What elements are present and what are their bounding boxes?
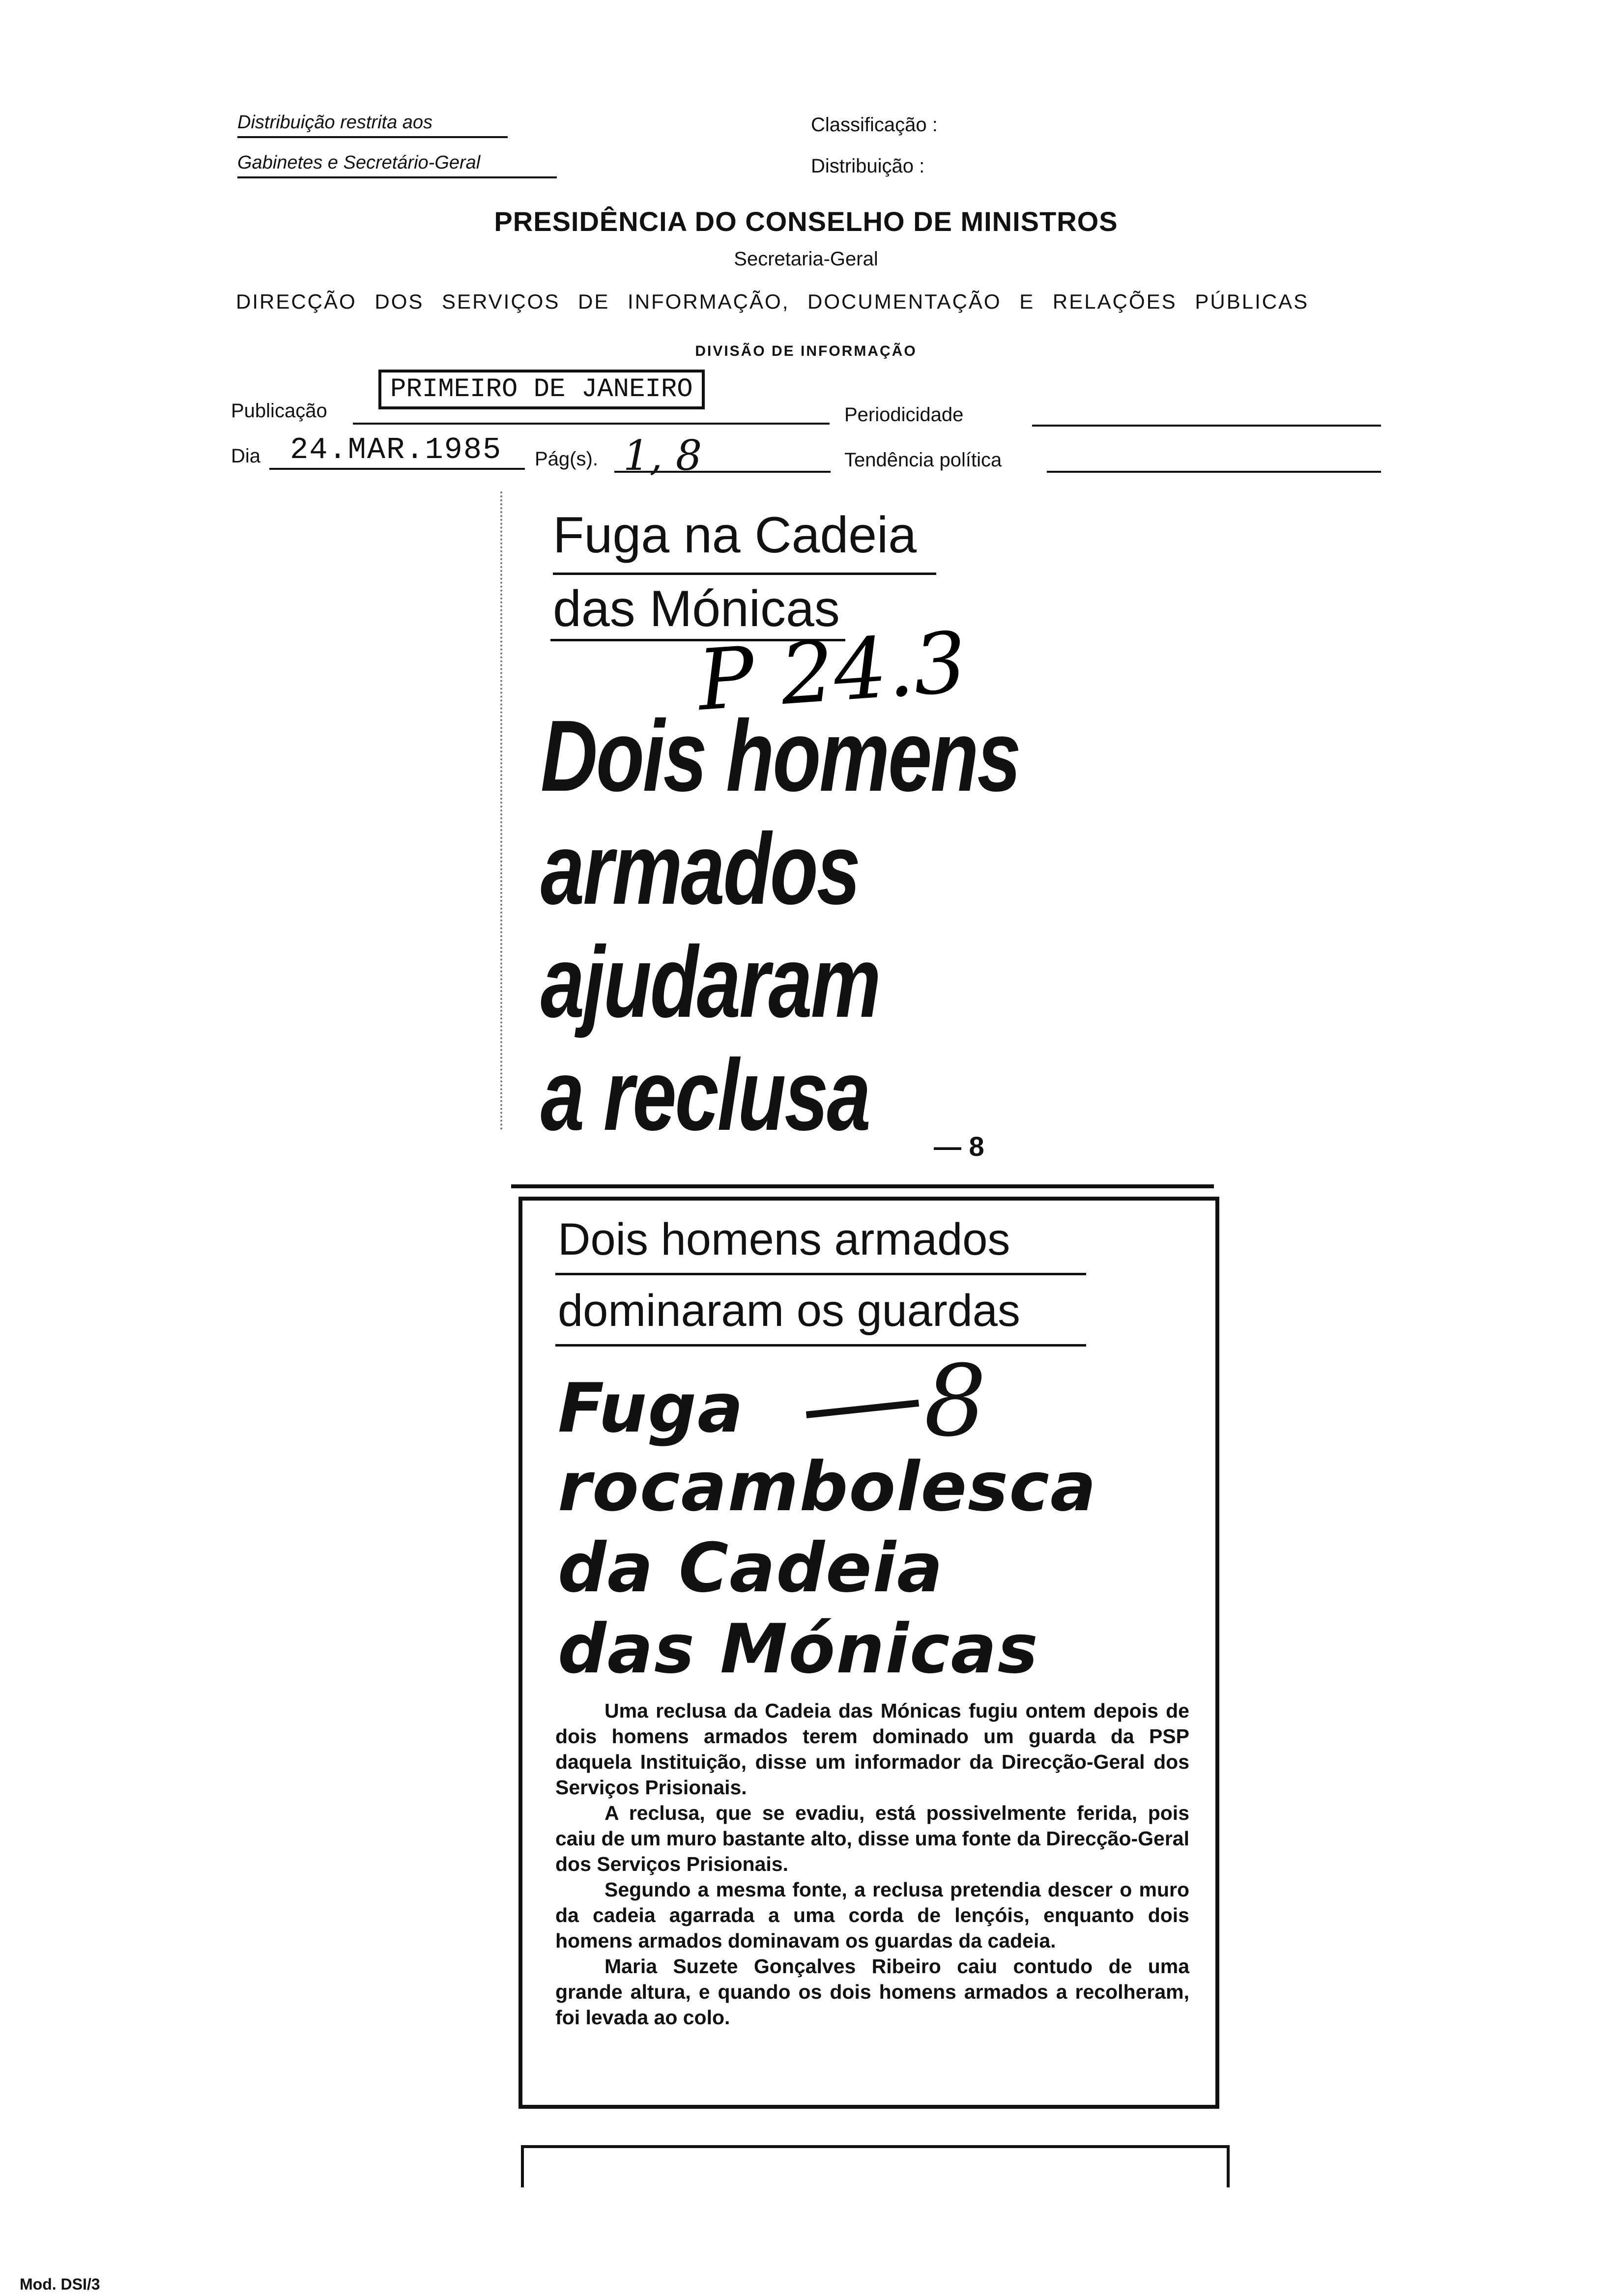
- publicacao-stamp: PRIMEIRO DE JANEIRO: [378, 370, 705, 409]
- periodicidade-label: Periodicidade: [844, 404, 964, 426]
- dia-line: [269, 468, 525, 470]
- clip2-top-rule: [511, 1184, 1214, 1188]
- subhead-rule-1: [555, 1273, 1086, 1275]
- front-headline-line2: armados: [541, 812, 859, 925]
- inner-subhead-line1: Dois homens armados: [558, 1214, 1010, 1264]
- front-kicker-line1: Fuga na Cadeia: [553, 507, 917, 564]
- front-headline-line1: Dois homens: [541, 699, 1020, 812]
- periodicidade-line: [1032, 425, 1381, 427]
- inner-headline-line4: das Mónicas: [558, 1609, 1039, 1689]
- front-page-ref: — 8: [934, 1131, 984, 1162]
- front-kicker-line2: das Mónicas: [553, 580, 840, 637]
- distribuicao-label: Distribuição :: [811, 155, 925, 177]
- inner-subhead-line2: dominaram os guardas: [558, 1286, 1020, 1336]
- classificacao-label: Classificação :: [811, 114, 938, 136]
- inner-handwritten-page: 8: [924, 1344, 987, 1459]
- front-headline-line4: a reclusa: [541, 1038, 869, 1151]
- tendencia-label: Tendência política: [844, 449, 1002, 471]
- dia-label: Dia: [231, 445, 261, 467]
- dia-stamp: 24.MAR.1985: [290, 432, 502, 467]
- article-paragraph-4: Maria Suzete Gonçalves Ribeiro caiu contudo de uma grande altura, e quando os dois homens armados a recolheram, foi levada ao colo.: [555, 1955, 1189, 2029]
- restricted-distribution-line1: Distribuição restrita aos: [237, 112, 508, 138]
- article-body: [555, 1698, 1189, 2030]
- publicacao-label: Publicação: [231, 400, 327, 422]
- article-paragraph-3: Segundo a mesma fonte, a reclusa pretendia descer o muro da cadeia agarrada a uma corda de lençóis, enquanto dois homens armados dominavam os guardas da cadeia.: [555, 1878, 1189, 1952]
- front-handwritten-note: P 24.3: [694, 614, 970, 730]
- cut-edge-marks: [500, 491, 505, 1130]
- publicacao-line: [353, 423, 830, 425]
- front-headline-line3: ajudaram: [541, 925, 880, 1038]
- pags-label: Pág(s).: [535, 448, 598, 470]
- tendencia-line: [1047, 471, 1381, 473]
- pags-handwritten: 1, 8: [623, 431, 702, 480]
- inner-headline-line3: da Cadeia: [558, 1528, 944, 1607]
- ministry-title: PRESIDÊNCIA DO CONSELHO DE MINISTROS: [494, 206, 1118, 237]
- inner-headline-line2: rocambolesca: [558, 1447, 1097, 1526]
- article-paragraph-2: A reclusa, que se evadiu, está possivelmente ferida, pois caiu de um muro bastante alto, disse uma fonte da Direcção-Geral dos Serviços Prisionais.: [555, 1802, 1189, 1875]
- divisao-informacao: DIVISÃO DE INFORMAÇÃO: [695, 343, 917, 359]
- form-code: Mod. DSI/3: [20, 2275, 100, 2293]
- direccao-servicos: DIRECÇÃO DOS SERVIÇOS DE INFORMAÇÃO, DOCUMENTAÇÃO E RELAÇÕES PÚBLICAS: [236, 290, 1309, 313]
- kicker-rule-1: [553, 573, 936, 575]
- article-paragraph-1: Uma reclusa da Cadeia das Mónicas fugiu ontem depois de dois homens armados terem dominado um guarda da PSP daquela Instituição, disse um informador da Direcção-Geral dos Serviços Prisionais.: [555, 1699, 1189, 1799]
- restricted-distribution-line2: Gabinetes e Secretário-Geral: [237, 152, 557, 178]
- secretaria-geral: Secretaria-Geral: [734, 248, 878, 270]
- subhead-rule-2: [555, 1344, 1086, 1347]
- next-clipping-edge: [521, 2145, 1230, 2187]
- inner-headline-line1: Fuga: [558, 1369, 745, 1448]
